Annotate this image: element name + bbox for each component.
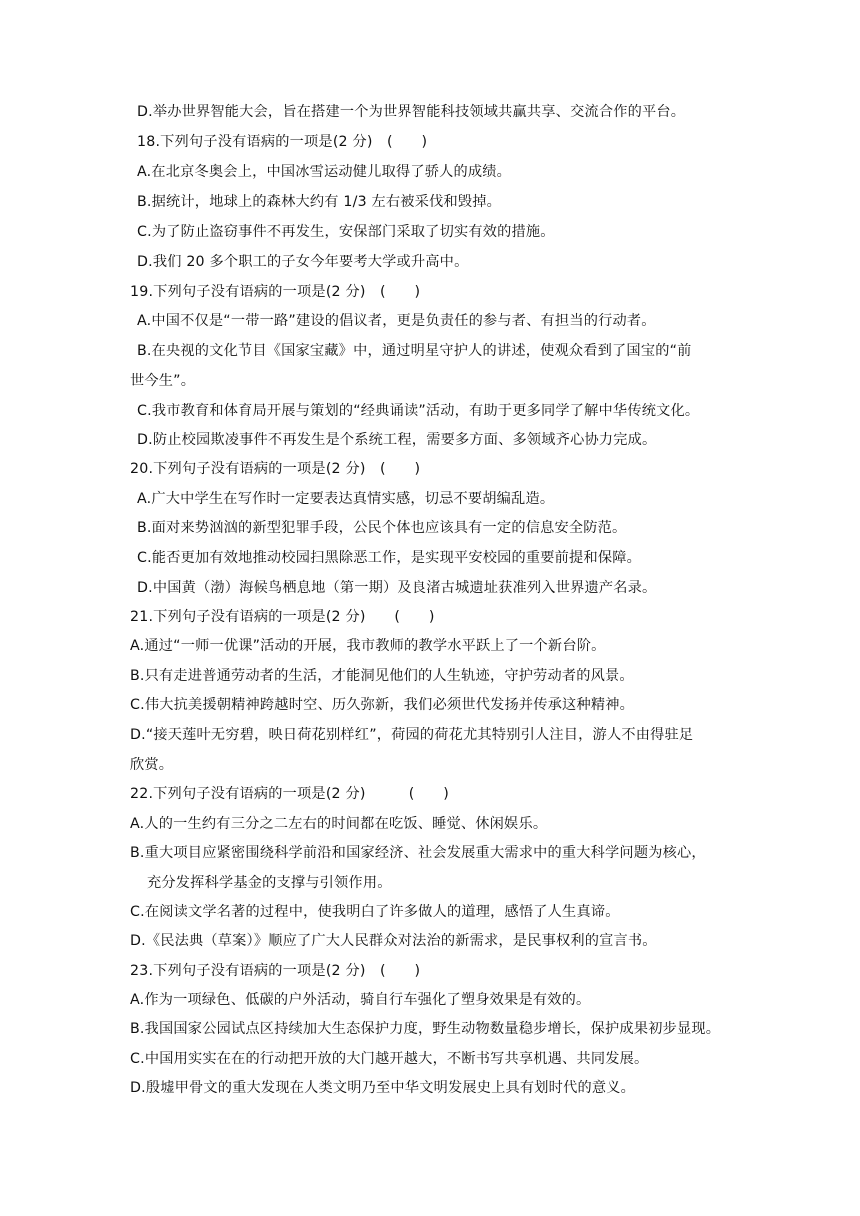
q21-option-d-continued: 欣赏。 <box>130 757 174 773</box>
q21-question: 21.下列句子没有语病的一项是(2 分) ( ) <box>130 609 435 625</box>
q22-option-a: A.人的一生约有三分之二左右的时间都在吃饭、睡觉、休闲娱乐。 <box>130 816 548 832</box>
q22-option-c: C.在阅读文学名著的过程中，使我明白了许多做人的道理，感悟了人生真谛。 <box>130 904 620 920</box>
q21-option-a: A.通过“一师一优课”活动的开展，我市教师的教学水平跃上了一个新台阶。 <box>130 638 606 654</box>
q20-option-c: C.能否更加有效地推动校园扫黑除恶工作，是实现平安校园的重要前提和保障。 <box>137 550 641 566</box>
q17-option-d: D.举办世界智能大会，旨在搭建一个为世界智能科技领域共赢共享、交流合作的平台。 <box>137 104 686 120</box>
q23-question: 23.下列句子没有语病的一项是(2 分) ( ) <box>130 963 421 979</box>
q18-option-d: D.我们 20 多个职工的子女今年要考大学或升高中。 <box>137 254 469 270</box>
q18-option-b: B.据统计，地球上的森林大约有 1/3 左右被采伐和毁掉。 <box>137 194 502 210</box>
q20-option-d: D.中国黄（渤）海候鸟栖息地（第一期）及良渚古城遗址获准列入世界遗产名录。 <box>137 580 657 596</box>
q22-option-b-continued: 充分发挥科学基金的支撑与引领作用。 <box>147 875 392 891</box>
q19-option-b: B.在央视的文化节目《国家宝藏》中，通过明星守护人的讲述，使观众看到了国宝的“前 <box>137 343 692 359</box>
q19-question: 19.下列句子没有语病的一项是(2 分) ( ) <box>130 284 421 300</box>
q19-option-b-continued: 世今生”。 <box>130 373 196 389</box>
q22-question: 22.下列句子没有语病的一项是(2 分) ( ) <box>130 786 450 802</box>
q19-option-c: C.我市教育和体育局开展与策划的“经典诵读”活动，有助于更多同学了解中华传统文化。 <box>137 403 700 419</box>
q20-question: 20.下列句子没有语病的一项是(2 分) ( ) <box>130 461 421 477</box>
q18-option-a: A.在北京冬奥会上，中国冰雪运动健儿取得了骄人的成绩。 <box>137 164 512 180</box>
q22-option-d: D.《民法典（草案）》顺应了广大人民群众对法治的新需求，是民事权利的宣言书。 <box>130 933 657 949</box>
q21-option-c: C.伟大抗美援朝精神跨越时空、历久弥新，我们必须世代发扬并传承这种精神。 <box>130 697 634 713</box>
q21-option-b: B.只有走进普通劳动者的生活，才能洞见他们的人生轨迹，守护劳动者的风景。 <box>130 668 634 684</box>
q23-option-b: B.我国国家公园试点区持续加大生态保护力度，野生动物数量稳步增长，保护成果初步显现。 <box>130 1021 721 1037</box>
q23-option-d: D.殷墟甲骨文的重大发现在人类文明乃至中华文明发展史上具有划时代的意义。 <box>130 1080 636 1096</box>
q18-option-c: C.为了防止盗窃事件不再发生，安保部门采取了切实有效的措施。 <box>137 224 555 240</box>
q21-option-d: D.“接天莲叶无穷碧，映日荷花别样红”，荷园的荷花尤其特别引人注目，游人不由得驻足 <box>130 727 694 743</box>
q23-option-a: A.作为一项绿色、低碳的户外活动，骑自行车强化了塑身效果是有效的。 <box>130 992 591 1008</box>
q18-question: 18.下列句子没有语病的一项是(2 分) ( ) <box>137 134 428 150</box>
q19-option-a: A.中国不仅是“一带一路”建设的倡议者，更是负责任的参与者、有担当的行动者。 <box>137 313 656 329</box>
q22-option-b: B.重大项目应紧密围绕科学前沿和国家经济、社会发展重大需求中的重大科学问题为核心， <box>130 845 706 861</box>
q20-option-b: B.面对来势汹汹的新型犯罪手段，公民个体也应该具有一定的信息安全防范。 <box>137 520 627 536</box>
q20-option-a: A.广大中学生在写作时一定要表达真情实感，切忌不要胡编乱造。 <box>137 491 555 507</box>
q19-option-d: D.防止校园欺凌事件不再发生是个系统工程，需要多方面、多领域齐心协力完成。 <box>137 432 657 448</box>
q23-option-c: C.中国用实实在在的行动把开放的大门越开越大，不断书写共享机遇、共同发展。 <box>130 1051 649 1067</box>
